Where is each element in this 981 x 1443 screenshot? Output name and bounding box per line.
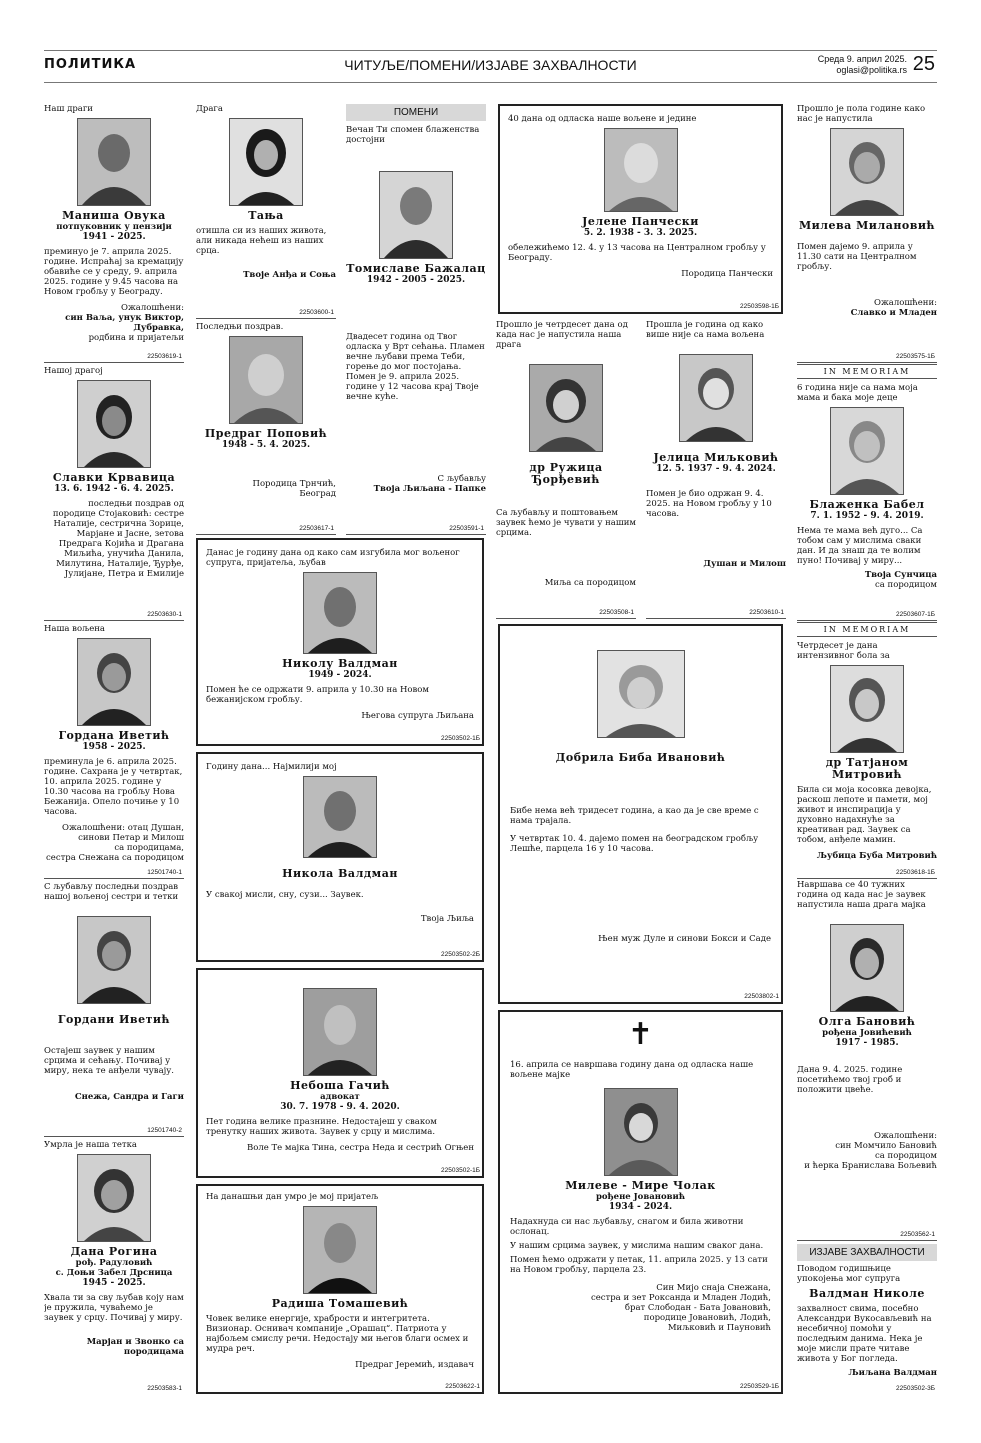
ad-code: 22503591-1	[449, 525, 484, 532]
signature: Ожалошћени: отац Душан, синови Петар и Милош са породицама, сестра Снежана са породицом	[46, 823, 184, 863]
life-dates: 7. 1. 1952 - 9. 4. 2019.	[810, 511, 924, 521]
ad-code: 22503607-1Б	[896, 611, 935, 618]
page-number: 25	[912, 53, 935, 75]
signature: Љубица Буба Митровић	[816, 851, 937, 861]
intro-text: Вечан Ти спомен блаженства достојни	[346, 125, 480, 145]
intro-text: С љубављу последњи поздрав нашој вољеној сестри и тетки	[44, 882, 179, 902]
portrait-photo	[604, 128, 678, 212]
deceased-name: Јелене Панчески	[582, 215, 699, 228]
obituary-text: Надахнуда си нас љубављу, снагом и била животни ослонац.	[510, 1217, 744, 1237]
ad-code: 22503610-1	[749, 609, 784, 616]
obituary-text: Бибе нема већ тридесет година, а као да је све време с нама трајала.	[510, 806, 759, 826]
intro-text: Умрла је наша тетка	[44, 1140, 137, 1150]
portrait-photo	[229, 336, 303, 424]
maiden-name: рођене Јовановић	[595, 1192, 686, 1202]
contact-email: oglasi@politika.rs	[836, 65, 907, 75]
obituary-text: Била си моја косовка девојка, раскош лепоте и памети, мој живот и инспирација у духовно надахнуће за креативан рад. Заувек са тобом, анђеле мамин.	[797, 785, 932, 845]
signature: Твоје Анђа и Соња	[243, 270, 336, 280]
obituary-text: У свакој мисли, сну, сузи... Заувек.	[206, 890, 364, 900]
thanks-label: ИЗЈАВЕ ЗАХВАЛНОСТИ	[797, 1244, 937, 1261]
obituary-text: преминула је 6. априла 2025. године. Сахрана је у четвртак, 10. априла 2025. године у 10.30 часова на гробљу Нова Бежанија. Опело почиње у 10 часова.	[44, 757, 183, 817]
portrait-photo	[303, 988, 377, 1076]
ad-code: 12501740-2	[147, 1127, 182, 1134]
intro-text: 16. априла се навршава годину дана од одласка наше вољене мајке	[510, 1060, 754, 1080]
title-text: потпуковник у пензији	[56, 222, 172, 232]
signature: Његова супруга Љиљана	[361, 711, 474, 721]
deceased-name: Николу Валдман	[282, 657, 398, 670]
intro-text: 40 дана од одласка наше вољене и једине	[508, 114, 697, 124]
intro-text: Наша вољена	[44, 624, 105, 634]
obituary-slavka-krvavica	[44, 366, 184, 621]
signature: Ожалошћени: Славко и Младен	[850, 298, 937, 318]
profession: адвокат	[320, 1092, 360, 1102]
deceased-name: Јелица Миљковић	[653, 451, 779, 464]
portrait-photo	[830, 128, 904, 216]
signature: Душан и Милош	[703, 559, 786, 569]
maiden-name: рођена Јовићевић	[822, 1028, 912, 1038]
signature: Син Мијо снаја Снежана, сестра и зет Роксанда и Младен Лодић, брат Слободан - Бата Јовановић, породице Јовановић, Лодић, Миљковић и Пауновић	[590, 1283, 771, 1333]
signature: Снежа, Сандра и Гаги	[74, 1092, 184, 1102]
obituary-text: Двадесет година од Твог одласка у Врт сећања. Пламен вечне љубави према Теби, горење до мог постојања. Помен је 9. априла 2025. године у 12 часова крај Твоје вечне куће.	[346, 332, 485, 402]
deceased-name: Милеве - Мире Чолак	[565, 1179, 716, 1192]
deceased-name: Томиславе Бажалац	[346, 262, 486, 275]
intro-text: Четрдесет је дана интензивног бола за	[797, 641, 890, 661]
obituary-text: Помен дајемо 9. априла у 11.30 сати на Централном гробљу.	[797, 242, 917, 272]
portrait-photo	[303, 572, 377, 654]
life-dates: 1958 - 2025.	[82, 742, 146, 752]
deceased-name: Добрила Биба Ивановић	[555, 751, 726, 764]
obituary-blazenka-babel	[797, 364, 937, 621]
portrait-photo	[303, 1206, 377, 1294]
issue-date: Среда 9. април 2025. oglasi@politika.rs	[817, 54, 907, 75]
ad-code: 22503583-1	[147, 1385, 182, 1392]
section-title: ЧИТУЉЕ/ПОМЕНИ/ИЗЈАВЕ ЗАХВАЛНОСТИ	[344, 57, 637, 73]
intro-text: 6 година није са нама моја мама и бака моје деце	[797, 383, 918, 403]
portrait-photo	[77, 118, 151, 206]
obituary-manisa-ovuka	[44, 104, 184, 363]
ad-code: 12501740-1	[147, 869, 182, 876]
signature: Миља са породицом	[544, 578, 636, 588]
intro-text: Последњи поздрав.	[196, 322, 284, 332]
obituary-text: Помен је био одржан 9. 4. 2025. на Новом гробљу у 10 часова.	[646, 489, 772, 519]
obituary-olga-banovic	[797, 880, 937, 1241]
deceased-name: Олга Бановић	[818, 1015, 916, 1028]
intro-text: Драга	[196, 104, 223, 114]
deceased-name: Никола Валдман	[282, 867, 398, 880]
deceased-name: Предраг Поповић	[204, 427, 328, 440]
portrait-photo	[77, 1154, 151, 1242]
deceased-name: Небоша Гачић	[290, 1079, 390, 1092]
obituary-text: Остајеш заувек у нашим срцима и сећању. Почивај у миру, нека те анђели чувају.	[44, 1046, 174, 1076]
ad-code: 22503802-1	[744, 993, 779, 1000]
portrait-photo	[229, 118, 303, 206]
obituary-tatjana-mitrovic	[797, 622, 937, 879]
life-dates: 1942 - 2005 - 2025.	[366, 275, 466, 285]
obituary-mileva-colak	[498, 1010, 783, 1394]
obituary-text: захвалност свима, посебно Александри Вукосављевић на несебичној помоћи у последњим данима. Нека је моје мисли прате читаве живота у Бог погледа.	[797, 1304, 932, 1364]
cross-icon: ✝	[627, 1017, 654, 1052]
in-memoriam-label: IN MEMORIAM	[797, 622, 937, 637]
pomen-tomislav-bazalac	[346, 104, 486, 535]
portrait-photo	[830, 665, 904, 753]
obituary-dobrila-ivanovic	[498, 624, 783, 1004]
intro-text: Прошло је четрдесет дана од када нас је напустила наша драга	[496, 320, 628, 350]
ad-code: 22503617-1	[299, 525, 334, 532]
obituary-jelena-pancheski	[498, 104, 783, 314]
life-dates: 1941 - 2025.	[82, 232, 146, 242]
deceased-name: Маниша Овука	[62, 209, 166, 222]
portrait-photo	[77, 916, 151, 1004]
obituary-text: Са љубављу и поштовањем заувек ћемо је чувати у нашим срцима.	[496, 508, 636, 538]
obituary-text: Дана 9. 4. 2025. године посетићемо твој гроб и положити цвеће.	[797, 1065, 903, 1095]
obituary-tanja	[196, 104, 336, 319]
signature: Твоја Љиља	[420, 914, 474, 924]
signature: Породица Трнчић, Београд	[252, 479, 336, 499]
deceased-name: др Татјаном Митровић	[825, 756, 909, 781]
life-dates: 5. 2. 1938 - 3. 3. 2025.	[583, 228, 698, 238]
ad-code: 22503619-1	[147, 353, 182, 360]
obituary-ruzica-djordjevic	[496, 320, 636, 619]
obituary-text: Хвала ти за сву љубав коју нам је пружила, чуваћемо је заувек у срцу. Почивај у миру.	[44, 1293, 184, 1323]
obituary-nikola-valdman-1	[196, 538, 484, 746]
obituary-text: Нема те мама већ дуго... Са тобом сам у мислима сваки дан. И да знаш да те волим пуно! Почивај у миру...	[797, 526, 923, 566]
page-header	[44, 50, 937, 83]
obituary-text: последњи поздрав од породице Стојаковић: сестре Наталије, сестрична Зорице, Марјане и Јасне, зетова Предрага Којића и Драгана Миљића, унучића Данила, Милутина, Наталије, Ђурђе, Јулијане, Петра и Емилије	[52, 499, 184, 579]
obituary-text: обележићемо 12. 4. у 13 часова на Централном гробљу у Београду.	[508, 243, 766, 263]
obituary-radisa-tomasevic	[196, 1184, 484, 1394]
portrait-photo	[830, 407, 904, 495]
obituary-text-2: У нашим срцима заувек, у мислима нашим сваког дана.	[510, 1241, 764, 1251]
deceased-name: др Ружица Ђорђевић	[529, 461, 603, 486]
signature: Твоја Сунчица са породицом	[864, 570, 937, 590]
obituary-text: Човек велике енергије, храбрости и интегритета. Визионар. Оснивач компаније „Орашац“. Патриота у најбољем смислу речи. Недостају ми његов благи осмех и мудра реч.	[206, 1314, 469, 1354]
thanks-valdman-nikola	[797, 1244, 937, 1394]
ad-code: 22503529-1Б	[740, 1383, 779, 1390]
ad-code: 22503598-1Б	[740, 303, 779, 310]
deceased-name: Тања	[248, 209, 284, 222]
life-dates: 1948 - 5. 4. 2025.	[221, 440, 311, 450]
life-dates: 1934 - 2024.	[608, 1202, 673, 1212]
portrait-photo	[604, 1088, 678, 1176]
signature: Њен муж Дуле и синови Бокси и Саде	[598, 934, 771, 944]
intro-text: Прошло је пола године како нас је напустила	[797, 104, 926, 124]
obituary-jelica-miljkovic	[646, 320, 786, 619]
intro-text: Наш драги	[44, 104, 93, 114]
ad-code: 22503508-1	[599, 609, 634, 616]
deceased-name: Милева Милановић	[798, 219, 936, 232]
obituary-text: отишла си из наших живота, али никада нећеш из наших срца.	[196, 226, 327, 256]
obituary-gordana-ivetic	[44, 624, 184, 879]
obituary-predrag-popovic	[196, 322, 336, 535]
obituary-text-3: Помен ћемо одржати у петак, 11. априла 2025. у 13 сати на Новом гробљу, парцела 23.	[510, 1255, 768, 1275]
newspaper-logo: ПОЛИТИКА	[44, 57, 137, 72]
obituary-text: преминуо је 7. априла 2025. године. Испраћај за кремацију обавиће се у среду, 9. априла 2025. године у 9.45 часова на Новом гробљу у Београду.	[44, 247, 184, 297]
life-dates: 12. 5. 1937 - 9. 4. 2024.	[656, 464, 776, 474]
birthplace: с. Доњи Забел Дрсница	[55, 1268, 173, 1278]
portrait-photo	[303, 776, 377, 858]
intro-text: На данашњи дан умро је мој пријатељ	[206, 1192, 379, 1202]
life-dates: 13. 6. 1942 - 6. 4. 2025.	[54, 484, 174, 494]
obituary-nikola-valdman-2	[196, 752, 484, 962]
signature: Љиљана Валдман	[848, 1368, 937, 1378]
ad-code: 22503502-1Б	[441, 1167, 480, 1174]
portrait-photo	[830, 924, 904, 1012]
obituary-gordani-ivetic	[44, 882, 184, 1137]
intro-text: Навршава се 40 тужних година од када нас је заувек напустила наша драга мајка	[797, 880, 926, 910]
obituary-text: Пет година велике празнине. Недостајеш у сваком тренутку наших живота. Заувек у срцу и мислима.	[206, 1117, 437, 1137]
signature: Ожалошћени: син Момчило Бановић са породицом и ћерка Бранислава Бољевић	[804, 1131, 937, 1171]
ad-code: 22503502-3Б	[896, 1385, 935, 1392]
signature: С љубављу Твоја Љиљана - Папке	[373, 474, 486, 494]
obituary-nebosa-gacic	[196, 968, 484, 1178]
obituary-mileva-milanovic	[797, 104, 937, 363]
portrait-photo	[379, 171, 453, 259]
deceased-name: Блаженка Бабел	[809, 498, 925, 511]
ad-code: 22503502-2Б	[441, 951, 480, 958]
portrait-photo	[597, 650, 685, 738]
ad-code: 22503630-1	[147, 611, 182, 618]
in-memoriam-label: IN MEMORIAM	[797, 364, 937, 379]
obituary-dana-rogina	[44, 1140, 184, 1394]
portrait-photo	[529, 364, 603, 452]
life-dates: 30. 7. 1978 - 9. 4. 2020.	[280, 1102, 400, 1112]
life-dates: 1917 - 1985.	[835, 1038, 899, 1048]
signature: Предраг Јеремић, издавач	[355, 1360, 474, 1370]
portrait-photo	[679, 354, 753, 442]
signature: Ожалошћени: син Ваља, унук Виктор, Дубравка, родбина и пријатељи	[65, 303, 184, 343]
maiden-name: рођ. Радуловић	[75, 1258, 153, 1268]
deceased-name: Славки Крвавица	[52, 471, 176, 484]
ad-code: 22503502-1Б	[441, 735, 480, 742]
ad-code: 22503622-1	[445, 1383, 480, 1390]
intro-text: Данас је годину дана од како сам изгубила мог вољеног супруга, пријатеља, љубав	[206, 548, 460, 568]
ad-code: 22503600-1	[299, 309, 334, 316]
life-dates: 1945 - 2025.	[82, 1278, 146, 1288]
intro-text: Нашој драгој	[44, 366, 103, 376]
deceased-name: Гордана Иветић	[58, 729, 170, 742]
obituary-text-2: У четвртак 10. 4. дајемо помен на београдском гробљу Лешће, парцела 16 у 10 часова.	[510, 834, 759, 854]
intro-text: Прошла је година од како више није са нама вољена	[646, 320, 765, 340]
life-dates: 1949 - 2024.	[308, 670, 372, 680]
deceased-name: Гордани Иветић	[57, 1013, 171, 1026]
deceased-name: Радиша Томашевић	[271, 1297, 409, 1310]
ad-code: 22503618-1Б	[896, 869, 935, 876]
signature: Породица Панчески	[681, 269, 773, 279]
pomeni-label: ПОМЕНИ	[346, 104, 486, 121]
portrait-photo	[77, 380, 151, 468]
deceased-name: Дана Рогина	[70, 1245, 158, 1258]
ad-code: 22503562-1	[900, 1231, 935, 1238]
portrait-photo	[77, 638, 151, 726]
deceased-name: Валдман Николе	[809, 1287, 925, 1300]
ad-code: 22503575-1Б	[896, 353, 935, 360]
signature: Марјан и Звонко са породицама	[86, 1337, 184, 1357]
intro-text: Поводом годишњице упокојења мог супруга	[797, 1264, 901, 1284]
obituary-text: Помен ће се одржати 9. априла у 10.30 на Новом бежанијском гробљу.	[206, 685, 430, 705]
intro-text: Годину дана... Најмилији мој	[206, 762, 337, 772]
signature: Воле Те мајка Тина, сестра Неда и сестрић Огњен	[246, 1143, 474, 1153]
